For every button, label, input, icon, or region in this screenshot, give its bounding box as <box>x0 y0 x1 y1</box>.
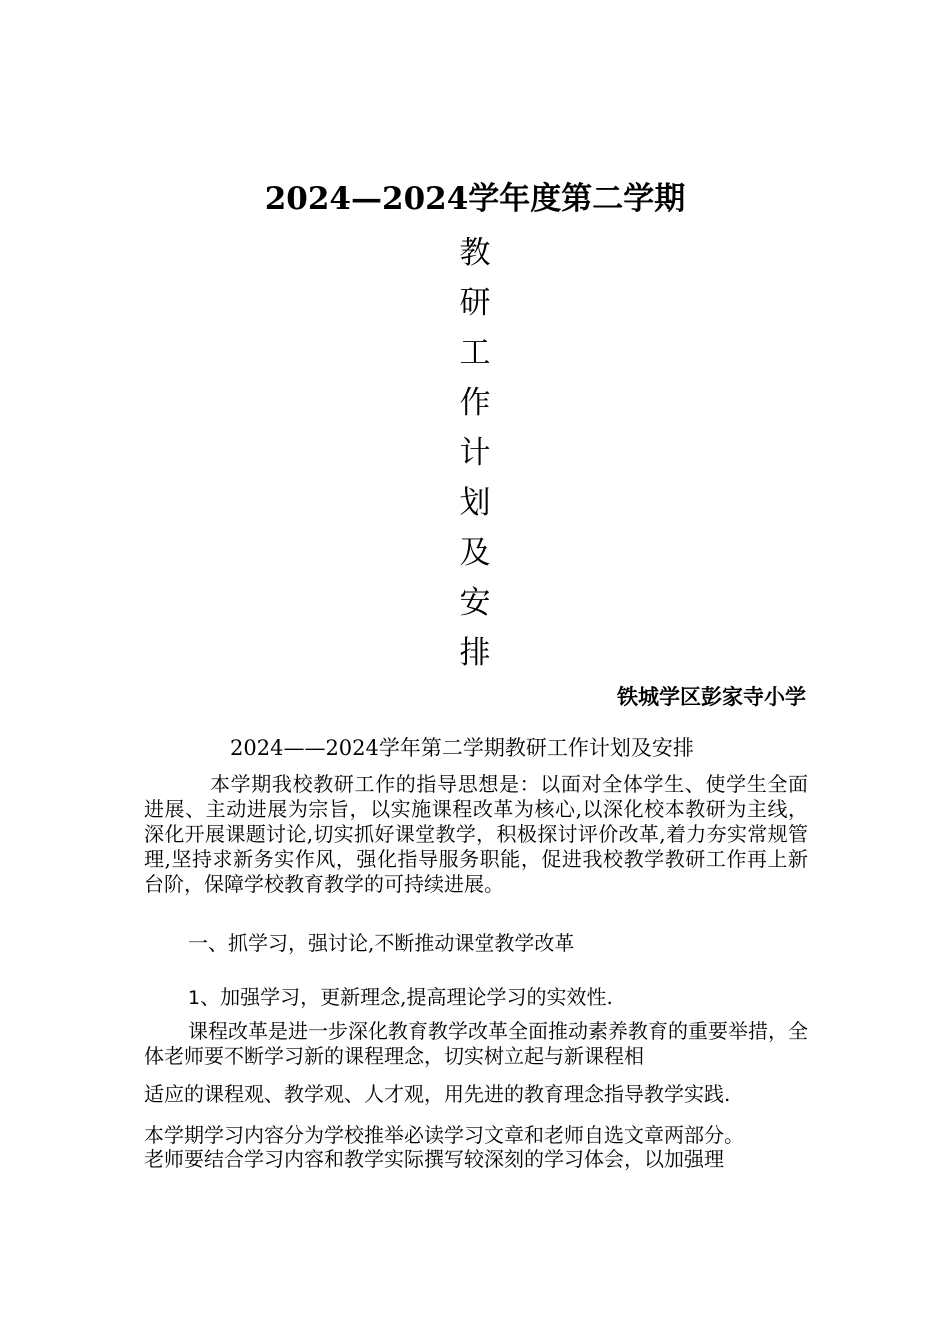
body-paragraph: 课程改革是进一步深化教育教学改革全面推动素养教育的重要举措，全体老师要不断学习新的课程理念，切实树立起与新课程相 <box>144 1019 808 1068</box>
vertical-title-char: 工 <box>459 335 491 371</box>
school-name: 铁城学区彭家寺小学 <box>617 684 806 709</box>
body-line: 适应的课程观、教学观、人才观，用先进的教育理念指导教学实践. <box>144 1082 731 1106</box>
subsection-heading <box>144 985 808 1011</box>
vertical-title-char: 划 <box>459 485 491 521</box>
vertical-title-char: 作 <box>459 385 491 421</box>
subsection-heading-text: 、加强学习，更新理念,提高理论学习的实效性. <box>200 985 613 1009</box>
intro-paragraph: 本学期我校教研工作的指导思想是：以面对全体学生、使学生全面进展、主动进展为宗旨，以实施课程改革为核心,以深化校本教研为主线，深化开展课题讨论,切实抓好课堂教学，积极探讨评价改革,着力夯实常规管理,坚持求新务实作风，强化指导服务职能，促进我校教学教研工作再上新台阶，保障学校教育教学的可持续进展。 <box>144 772 808 896</box>
body-line: 本学期学习内容分为学校推举必读学习文章和老师自选文章两部分。 <box>144 1123 744 1147</box>
vertical-title-char: 教 <box>459 235 491 271</box>
vertical-title-char: 排 <box>459 635 491 671</box>
vertical-title <box>455 228 495 678</box>
section-heading: 一、抓学习，强讨论,不断推动课堂教学改革 <box>188 931 575 955</box>
vertical-title-char: 计 <box>459 435 491 471</box>
subsection-number: 1 <box>188 987 201 1009</box>
body-line: 老师要结合学习内容和教学实际撰写较深刻的学习体会，以加强理 <box>144 1147 724 1171</box>
vertical-title-char: 研 <box>459 285 491 321</box>
document-subtitle: 2024——2024学年第二学期教研工作计划及安排 <box>230 736 694 760</box>
document-title-line: 2024—2024学年度第二学期 <box>264 181 686 217</box>
vertical-title-char: 安 <box>459 585 491 621</box>
vertical-title-char: 及 <box>459 535 491 571</box>
